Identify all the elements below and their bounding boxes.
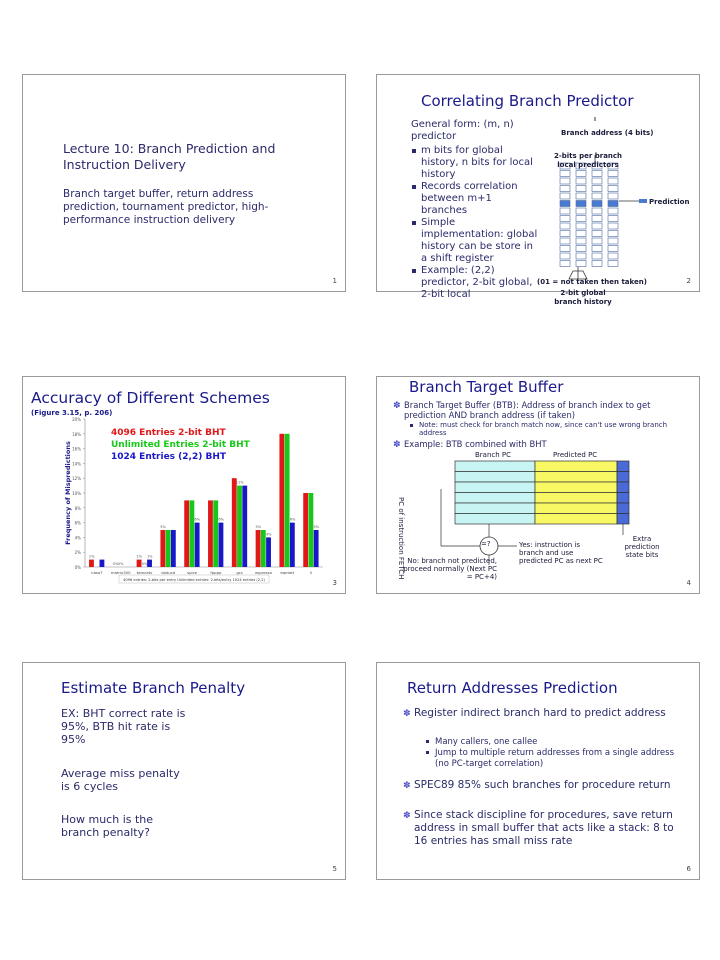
btb-predicted-pc-cell	[535, 493, 617, 504]
bar-value-label: 6%	[194, 517, 201, 522]
predictor-cell	[608, 231, 618, 237]
slide-2-title: Correlating Branch Predictor	[421, 92, 634, 110]
predictor-cell	[560, 261, 570, 267]
slide-4	[376, 376, 700, 594]
slide-1-title: Lecture 10: Branch Prediction and Instruction Delivery	[63, 141, 276, 172]
predictor-cell	[576, 223, 586, 229]
col-predicted-pc: Predicted PC	[553, 451, 598, 459]
bar-value-label: 6%	[218, 517, 224, 522]
y-tick-label: 16%	[72, 446, 81, 452]
prediction-label: Prediction	[649, 198, 690, 206]
predictor-cell	[576, 231, 586, 237]
bar-value-label: 1%	[88, 554, 95, 559]
predictor-cell	[592, 231, 602, 237]
slide-6-bullet-2	[403, 779, 689, 792]
bar-value-label: 5%	[160, 525, 166, 529]
btb-state-bits-cell	[617, 493, 629, 504]
predictor-cell	[576, 246, 586, 252]
bar	[147, 560, 152, 567]
bar	[160, 530, 165, 567]
predictor-cell	[608, 223, 618, 229]
predictor-cell	[560, 208, 570, 214]
sub-bullet: Many callers, one callee	[425, 737, 679, 748]
bar-value-label: 0%	[117, 562, 124, 566]
predictor-cell	[608, 178, 618, 184]
btb-branch-pc-cell	[455, 514, 535, 525]
y-tick-label: 18%	[72, 431, 81, 437]
slide-6-subbullets	[425, 737, 679, 770]
predictor-cell	[592, 193, 602, 199]
slide-6	[376, 662, 700, 880]
predictor-cell	[560, 171, 570, 177]
slide-2-bullets	[411, 145, 539, 301]
bar-value-label: 1%	[146, 554, 153, 559]
no-text: No: branch not predicted, proceed normally (Next PC = PC+4)	[403, 557, 497, 581]
slide-4-note	[409, 421, 689, 437]
predictor-cell	[608, 238, 618, 244]
page-number: 5	[332, 865, 337, 873]
predictor-cell	[560, 178, 570, 184]
bullet-text: SPEC89 85% such branches for procedure return	[414, 779, 671, 791]
predictor-cell	[592, 216, 602, 222]
slide-6-title: Return Addresses Prediction	[407, 679, 618, 697]
predictor-cell	[576, 171, 586, 177]
y-tick-label: 14%	[72, 461, 81, 467]
x-tick-label: fpppp	[210, 570, 222, 575]
predictor-cell	[576, 238, 586, 244]
bar-value-label: 0%	[112, 562, 119, 566]
flower-bullet-icon: ✽	[393, 401, 401, 411]
predictor-cell	[560, 216, 570, 222]
bar	[308, 493, 313, 567]
col-branch-pc: Branch PC	[475, 451, 512, 459]
predictor-cell	[576, 201, 586, 207]
predictor-cell	[592, 253, 602, 259]
predictor-cell	[592, 246, 602, 252]
slide-5-title: Estimate Branch Penalty	[61, 679, 246, 697]
x-tick-label: spice	[187, 570, 198, 575]
predictor-cell	[576, 178, 586, 184]
btb-state-bits-cell	[617, 482, 629, 493]
misprediction-bar-chart	[23, 413, 345, 593]
predictor-cell	[560, 238, 570, 244]
compare-symbol: =?	[481, 540, 491, 548]
btb-branch-pc-cell	[455, 461, 535, 472]
bullet-text: Since stack discipline for procedures, save return address in small buffer that acts like a stack: 8 to 16 entries has small miss rate	[414, 809, 674, 847]
yes-text: Yes: instruction is branch and use predicted PC as next PC	[519, 541, 603, 565]
flower-bullet-icon: ✽	[393, 440, 401, 450]
extra-bits-text: Extra prediction state bits	[624, 535, 660, 559]
predictor-cell	[560, 253, 570, 259]
bar-value-label: 4%	[265, 532, 272, 537]
predictor-cell	[608, 186, 618, 192]
bullet-text: Example: BTB combined with BHT	[404, 439, 547, 449]
slide-4-bullet-1	[393, 400, 693, 420]
bar	[285, 434, 290, 567]
bar	[189, 500, 194, 567]
y-tick-label: 4%	[74, 535, 81, 541]
slide-4-title: Branch Target Buffer	[409, 378, 564, 396]
bullet: Example: (2,2) predictor, 2-bit global, 2-bit local	[411, 265, 539, 301]
global-history-label: 2-bit global branch history	[554, 289, 612, 306]
x-tick-label: li	[310, 570, 313, 575]
predictor-cell	[592, 238, 602, 244]
slide-2	[376, 74, 700, 306]
y-axis-label: Frequency of Mispredictions	[64, 441, 72, 545]
sub-bullet: Jump to multiple return addresses from a single address (no PC-target correlation)	[425, 748, 679, 770]
x-tick-label: gcc	[236, 570, 243, 575]
x-tick-label: espresso	[255, 570, 272, 575]
predictor-cell	[608, 208, 618, 214]
predictor-cell	[592, 201, 602, 207]
bar	[290, 523, 295, 567]
predictor-cell	[608, 253, 618, 259]
predictor-cell	[576, 186, 586, 192]
predictor-cell	[592, 171, 602, 177]
bar	[314, 530, 319, 567]
slide-5-p3: How much is the branch penalty?	[61, 813, 154, 839]
note-text: Note: must check for branch match now, since can't use wrong branch address	[409, 421, 689, 437]
y-tick-label: 0%	[74, 565, 81, 570]
predictor-cell	[608, 216, 618, 222]
bar	[213, 500, 218, 567]
predictor-cell	[608, 261, 618, 267]
page-number: 4	[686, 579, 691, 587]
bar	[303, 493, 308, 567]
predictor-cell	[592, 223, 602, 229]
legend-entry: 1024 Entries (2,2) BHT	[111, 452, 226, 462]
bar	[208, 500, 213, 567]
legend-small: 4096 entries: 2-bits per entry Unlimited entries: 2-bits/entry 1024 entries (2,2)	[123, 578, 265, 582]
predictor-cell	[560, 231, 570, 237]
slide-6-bullet-1	[403, 707, 689, 720]
btb-state-bits-cell	[617, 503, 629, 514]
bar	[219, 523, 224, 567]
predictor-cell	[560, 223, 570, 229]
btb-state-bits-cell	[617, 461, 629, 472]
bullet-text: Register indirect branch hard to predict address	[414, 707, 666, 719]
predictor-cell	[608, 201, 618, 207]
btb-predicted-pc-cell	[535, 514, 617, 525]
page-number: 3	[332, 579, 337, 587]
predictor-cell	[576, 216, 586, 222]
x-tick-label: eqntott	[280, 570, 295, 575]
slide-5	[22, 662, 346, 880]
predictor-cell	[560, 201, 570, 207]
bar	[166, 530, 171, 567]
x-tick-label: matrix300	[110, 570, 131, 575]
flower-bullet-icon: ✽	[403, 811, 411, 821]
btb-predicted-pc-cell	[535, 503, 617, 514]
predictor-cell	[608, 193, 618, 199]
predictor-cell	[576, 208, 586, 214]
bullet: Records correlation between m+1 branches	[411, 181, 539, 217]
slide-5-p2: Average miss penalty is 6 cycles	[61, 767, 180, 793]
bar-value-label: 5%	[255, 525, 262, 529]
bar	[232, 478, 237, 567]
btb-branch-pc-cell	[455, 493, 535, 504]
local-predictors-label: 2-bits per branch local predictors	[553, 152, 623, 169]
global-history-note: (01 = not taken then taken)	[537, 278, 647, 286]
btb-branch-pc-cell	[455, 482, 535, 493]
slide-3	[22, 376, 346, 594]
predictor-cell	[576, 261, 586, 267]
btb-state-bits-cell	[617, 472, 629, 483]
y-tick-label: 8%	[74, 505, 81, 511]
page-number: 1	[332, 277, 337, 285]
flower-bullet-icon: ✽	[403, 781, 411, 791]
bar	[195, 523, 200, 567]
bullet: m bits for global history, n bits for local history	[411, 145, 539, 181]
y-tick-label: 2%	[74, 550, 81, 556]
y-tick-label: 20%	[72, 417, 81, 422]
slide-1-subtitle: Branch target buffer, return address prediction, tournament predictor, high-performance instruction delivery	[63, 188, 269, 226]
bar	[89, 560, 94, 567]
page-number: 2	[686, 277, 691, 285]
bullet: Simple implementation: global history can be store in a shift register	[411, 217, 539, 265]
slide-6-bullet-3	[403, 809, 689, 848]
predictor-cell	[608, 171, 618, 177]
figure-caption: (Figure 3.15, p. 206)	[31, 409, 113, 417]
bar-value-label: 5%	[313, 525, 320, 529]
predictor-cell	[560, 193, 570, 199]
x-tick-label: tomcatv	[136, 570, 153, 575]
legend-entry: 4096 Entries 2-bit BHT	[111, 428, 226, 438]
bar	[256, 530, 261, 567]
bar-value-label: 0%	[141, 562, 148, 566]
bar-value-label: 1%	[136, 554, 143, 559]
y-tick-label: 6%	[74, 520, 81, 526]
bar	[237, 486, 242, 567]
predictor-cell	[576, 253, 586, 259]
slide-3-title: Accuracy of Different Schemes	[31, 389, 270, 407]
btb-branch-pc-cell	[455, 472, 535, 483]
slide-4-bullet-2	[393, 439, 693, 449]
slide-2-intro: General form: (m, n) predictor	[411, 119, 514, 142]
predictor-cell	[560, 186, 570, 192]
legend-entry: Unlimited Entries 2-bit BHT	[111, 440, 250, 450]
btb-state-bits-cell	[617, 514, 629, 525]
slide-1	[22, 74, 346, 292]
bar-value-label: 6%	[289, 517, 296, 522]
bullet-text: Branch Target Buffer (BTB): Address of branch index to get prediction AND branch address (if taken)	[404, 400, 651, 420]
bar	[184, 500, 189, 567]
x-tick-label: doducd	[161, 570, 176, 575]
bar-value-label: 11%	[235, 480, 244, 485]
predictor-cell	[576, 193, 586, 199]
bar	[171, 530, 176, 567]
pc-fetch-label: PC of instruction FETCH	[397, 497, 405, 580]
predictor-cell	[592, 186, 602, 192]
bar	[279, 434, 284, 567]
predictor-cell	[560, 246, 570, 252]
page-number: 6	[686, 865, 691, 873]
btb-predicted-pc-cell	[535, 482, 617, 493]
btb-predicted-pc-cell	[535, 461, 617, 472]
slide-5-p1: EX: BHT correct rate is 95%, BTB hit rate is 95%	[61, 707, 186, 746]
predictor-cell	[592, 261, 602, 267]
bar	[266, 537, 271, 567]
y-tick-label: 10%	[72, 491, 81, 496]
bar	[242, 486, 247, 567]
btb-predicted-pc-cell	[535, 472, 617, 483]
predictor-cell	[592, 178, 602, 184]
flower-bullet-icon: ✽	[403, 709, 411, 719]
branch-address-label: Branch address (4 bits)	[561, 129, 654, 137]
bar	[100, 560, 105, 567]
x-tick-label: nasa7	[91, 570, 103, 575]
btb-branch-pc-cell	[455, 503, 535, 514]
predictor-cell	[592, 208, 602, 214]
y-tick-label: 12%	[72, 476, 81, 482]
predictor-cell	[608, 246, 618, 252]
